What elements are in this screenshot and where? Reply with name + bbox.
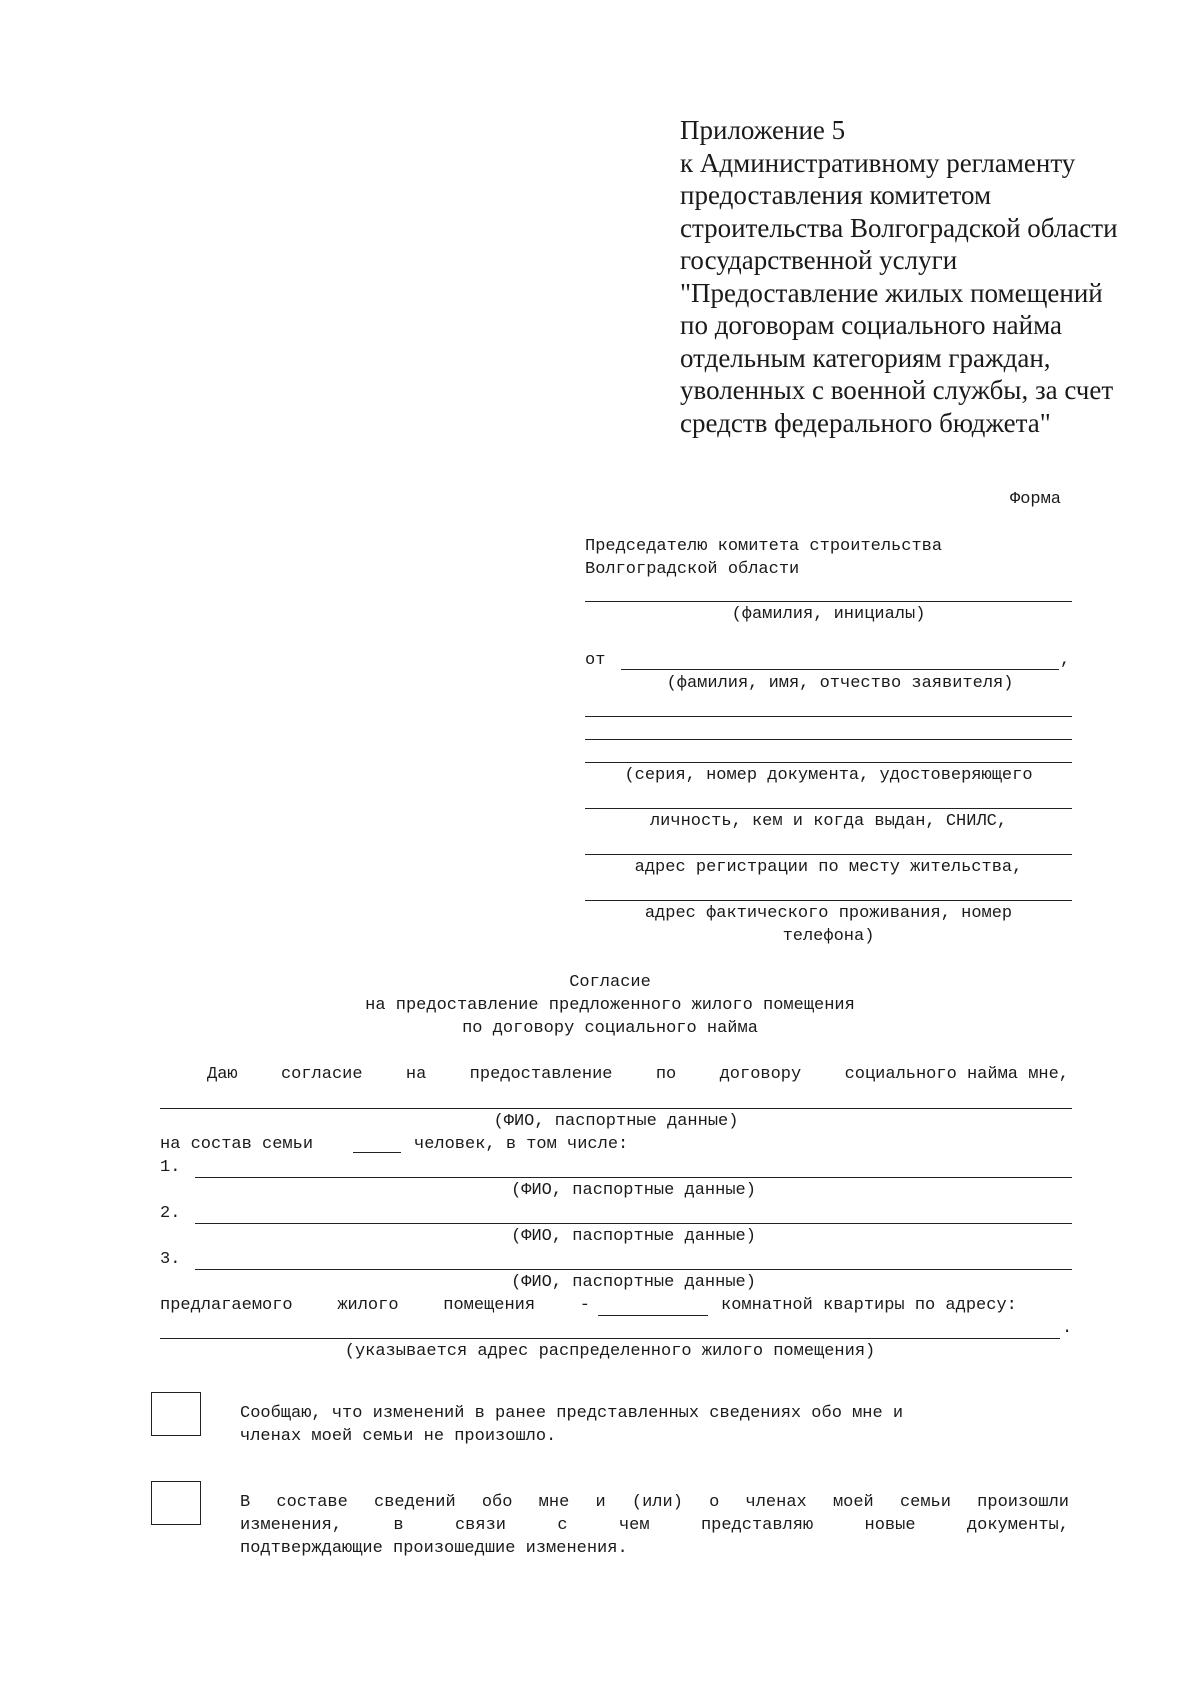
no-changes-text-1: Сообщаю, что изменений в ранее представленных сведениях обо мне и (240, 1404, 904, 1423)
family-count-line[interactable] (353, 1152, 401, 1153)
changes-word: представляю (700, 1516, 814, 1535)
member-1-caption: (ФИО, паспортные данные) (511, 1181, 756, 1200)
consent-word: предоставление (469, 1065, 613, 1084)
identity-line[interactable] (585, 808, 1072, 809)
changes-text-1 (240, 1492, 1069, 1514)
document-caption-4: адрес фактического проживания, номер (644, 904, 1013, 923)
member-3-caption: (ФИО, паспортные данные) (511, 1273, 756, 1292)
offered-word: жилого (337, 1296, 399, 1315)
room-count-line[interactable] (598, 1315, 708, 1316)
address-end: . (1062, 1319, 1073, 1338)
changes-word: произошли (977, 1493, 1069, 1512)
member-2-line[interactable] (195, 1223, 1072, 1224)
changes-word: сведений (374, 1493, 456, 1512)
changes-word: новые (864, 1516, 916, 1535)
address-line[interactable] (160, 1338, 1060, 1339)
annex-line: средств федерального бюджета" (680, 407, 1051, 438)
changes-word: В (240, 1493, 251, 1512)
applicant-caption: (фамилия, имя, отчество заявителя) (666, 674, 1014, 693)
member-number-3: 3. (160, 1250, 181, 1269)
changes-word: членах (745, 1493, 807, 1512)
no-changes-checkbox[interactable] (151, 1392, 201, 1436)
document-title: Согласие (569, 973, 651, 992)
changes-word: чем (618, 1516, 650, 1535)
applicant-fio-caption: (ФИО, паспортные данные) (493, 1112, 739, 1131)
document-caption-3: адрес регистрации по месту жительства, (634, 858, 1023, 877)
annex-line: по договорам социального найма (680, 310, 1062, 340)
changes-word: изменения, (240, 1516, 343, 1535)
applicant-extra-line-1[interactable] (585, 716, 1072, 717)
changes-word: с (557, 1516, 568, 1535)
consent-word: социального найма мне, (844, 1065, 1069, 1084)
addressee-line-2: Волгоградской области (585, 560, 800, 579)
changes-word: составе (276, 1493, 348, 1512)
chairman-name-caption: (фамилия, инициалы) (731, 605, 926, 624)
addressee-line-1: Председателю комитета строительства (585, 537, 943, 556)
member-number-1: 1. (160, 1158, 181, 1177)
offered-suffix: комнатной квартиры по адресу: (721, 1296, 1017, 1315)
document-subtitle-2: по договору социального найма (462, 1019, 758, 1038)
changes-text-2 (240, 1515, 1069, 1537)
annex-line: "Предоставление жилых помещений (680, 277, 1103, 308)
changes-word: документы, (966, 1516, 1069, 1535)
offered-word: предлагаемого (160, 1296, 293, 1315)
member-number-2: 2. (160, 1204, 181, 1223)
from-comma: , (1060, 651, 1071, 670)
changes-word: о (709, 1493, 720, 1512)
annex-line: к Административному регламенту (680, 147, 1076, 178)
family-suffix: человек, в том числе: (414, 1135, 629, 1154)
family-prefix: на состав семьи (160, 1135, 314, 1154)
changes-word: и (595, 1493, 606, 1512)
member-2-caption: (ФИО, паспортные данные) (511, 1227, 756, 1246)
changes-word: моей (832, 1493, 874, 1512)
annex-line: предоставления комитетом (680, 180, 992, 210)
applicant-extra-line-2[interactable] (585, 739, 1072, 740)
consent-word: Даю (207, 1065, 238, 1084)
offered-premises-text (160, 1295, 590, 1317)
consent-word: договору (719, 1065, 802, 1084)
applicant-name-line[interactable] (621, 669, 1059, 670)
changes-word: связи (454, 1516, 506, 1535)
annex-line: уволенных с военной службы, за счет (680, 375, 1114, 405)
document-subtitle-1: на предоставление предложенного жилого помещения (365, 996, 855, 1015)
applicant-fio-line[interactable] (160, 1108, 1072, 1109)
from-label: от (585, 651, 606, 670)
offered-word: помещения (443, 1296, 536, 1315)
document-caption-1: (серия, номер документа, удостоверяющего (624, 766, 1033, 785)
document-caption-2: личность, кем и когда выдан, СНИЛС, (649, 812, 1008, 831)
annex-line: строительства Волгоградской области (680, 212, 1118, 243)
consent-word: согласие (280, 1065, 363, 1084)
offered-word: - (579, 1296, 590, 1315)
changes-occurred-checkbox[interactable] (151, 1481, 201, 1525)
chairman-name-line[interactable] (585, 601, 1072, 602)
document-caption-5: телефона) (782, 927, 875, 946)
address-caption: (указывается адрес распределенного жилого помещения) (344, 1342, 876, 1361)
annex-line: государственной услуги (680, 245, 958, 275)
consent-word: по (655, 1065, 677, 1084)
changes-word: обо (481, 1493, 513, 1512)
member-3-line[interactable] (195, 1269, 1072, 1270)
changes-text-3: подтверждающие произошедшие изменения. (240, 1539, 628, 1558)
annex-line: отдельным категориям граждан, (680, 342, 1051, 373)
form-label: Форма (1010, 490, 1062, 509)
changes-word: (или) (631, 1493, 683, 1512)
annex-line: Приложение 5 (680, 115, 846, 145)
no-changes-text-2: членах моей семьи не произошло. (240, 1427, 557, 1446)
registration-line[interactable] (585, 854, 1072, 855)
changes-word: в (393, 1516, 404, 1535)
changes-word: семьи (899, 1493, 951, 1512)
consent-sentence (207, 1064, 1069, 1086)
annex-header (680, 114, 1180, 439)
consent-word: на (405, 1065, 427, 1084)
changes-word: мне (538, 1493, 570, 1512)
member-1-line[interactable] (195, 1177, 1072, 1178)
residence-line[interactable] (585, 900, 1072, 901)
document-line[interactable] (585, 762, 1072, 763)
